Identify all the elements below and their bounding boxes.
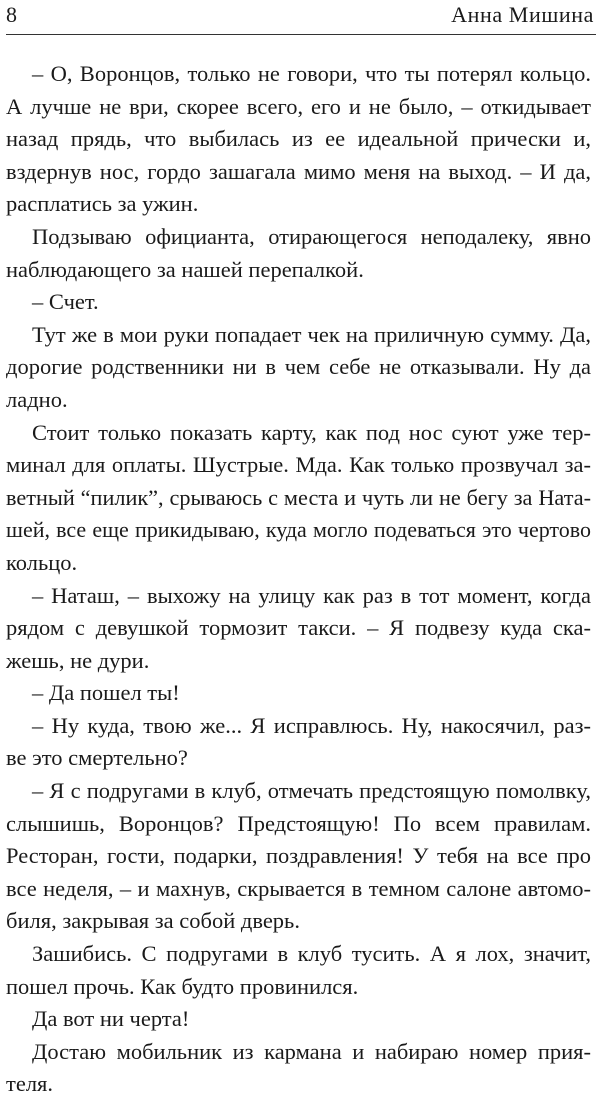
- text-line: наблюдающего за нашей перепалкой.: [6, 256, 364, 282]
- text-line: жешь, не дури.: [6, 647, 150, 673]
- text-line: – Ну куда, твою же... Я исправлюсь. Ну, накосячил, раз-: [32, 712, 591, 738]
- text-line: – Счет.: [32, 289, 99, 315]
- text-line: Да вот ни черта!: [32, 1006, 190, 1032]
- text-line: дорогие родственники ни в чем себе не отказывали. Ну да: [6, 354, 591, 380]
- text-line: теля.: [6, 1071, 54, 1097]
- text-line: А лучше не ври, скорее всего, его и не было, – откидывает: [6, 93, 591, 119]
- running-head-author: Анна Мишина: [451, 2, 594, 27]
- text-line: ве это смертельно?: [6, 745, 188, 771]
- text-line: ветный “пилик”, срываюсь с места и чуть ли не бегу за Ната-: [6, 484, 591, 510]
- text-line: – Наташ, – выхожу на улицу как раз в тот момент, когда: [32, 582, 591, 608]
- text-line: биля, закрывая за собой дверь.: [6, 908, 300, 934]
- text-line: Достаю мобильник из кармана и набираю номер прия-: [32, 1038, 591, 1064]
- text-line: назад прядь, что выбилась из ее идеальной прически и,: [6, 126, 591, 152]
- text-line: кольцо.: [6, 549, 78, 575]
- text-line: Тут же в мои руки попадает чек на приличную сумму. Да,: [32, 321, 591, 347]
- text-line: пошел прочь. Как будто провинился.: [6, 973, 359, 999]
- text-line: – Да пошел ты!: [32, 680, 180, 706]
- body-text: [6, 58, 591, 1101]
- text-line: расплатись за ужин.: [6, 191, 199, 217]
- page-number: 8: [6, 2, 17, 27]
- text-line: рядом с девушкой тормозит такси. – Я подвезу куда ска-: [6, 615, 591, 641]
- text-line: шей, все еще прикидываю, куда могло подеваться это чертово: [6, 517, 591, 543]
- text-line: – О, Воронцов, только не говори, что ты потерял кольцо.: [32, 61, 591, 86]
- text-line: вздернув нос, гордо зашагала мимо меня на выход. – И да,: [6, 158, 591, 184]
- text-line: Ресторан, гости, подарки, поздравления! У тебя на все про: [6, 843, 591, 869]
- text-line: слышишь, Воронцов? Предстоящую! По всем правилам.: [6, 810, 591, 836]
- text-line: Зашибись. С подругами в клуб тусить. А я лох, значит,: [32, 941, 591, 967]
- text-line: минал для оплаты. Шустрые. Мда. Как только прозвучал за-: [6, 452, 591, 478]
- text-line: Стоит только показать карту, как под нос суют уже тер-: [32, 419, 591, 445]
- text-line: ладно.: [6, 386, 68, 412]
- text-line: все неделя, – и махнув, скрывается в темном салоне автомо-: [6, 875, 591, 901]
- page-header: [6, 0, 596, 35]
- text-line: Подзываю официанта, отирающегося неподалеку, явно: [32, 223, 591, 249]
- text-line: – Я с подругами в клуб, отмечать предстоящую помолвку,: [32, 778, 591, 804]
